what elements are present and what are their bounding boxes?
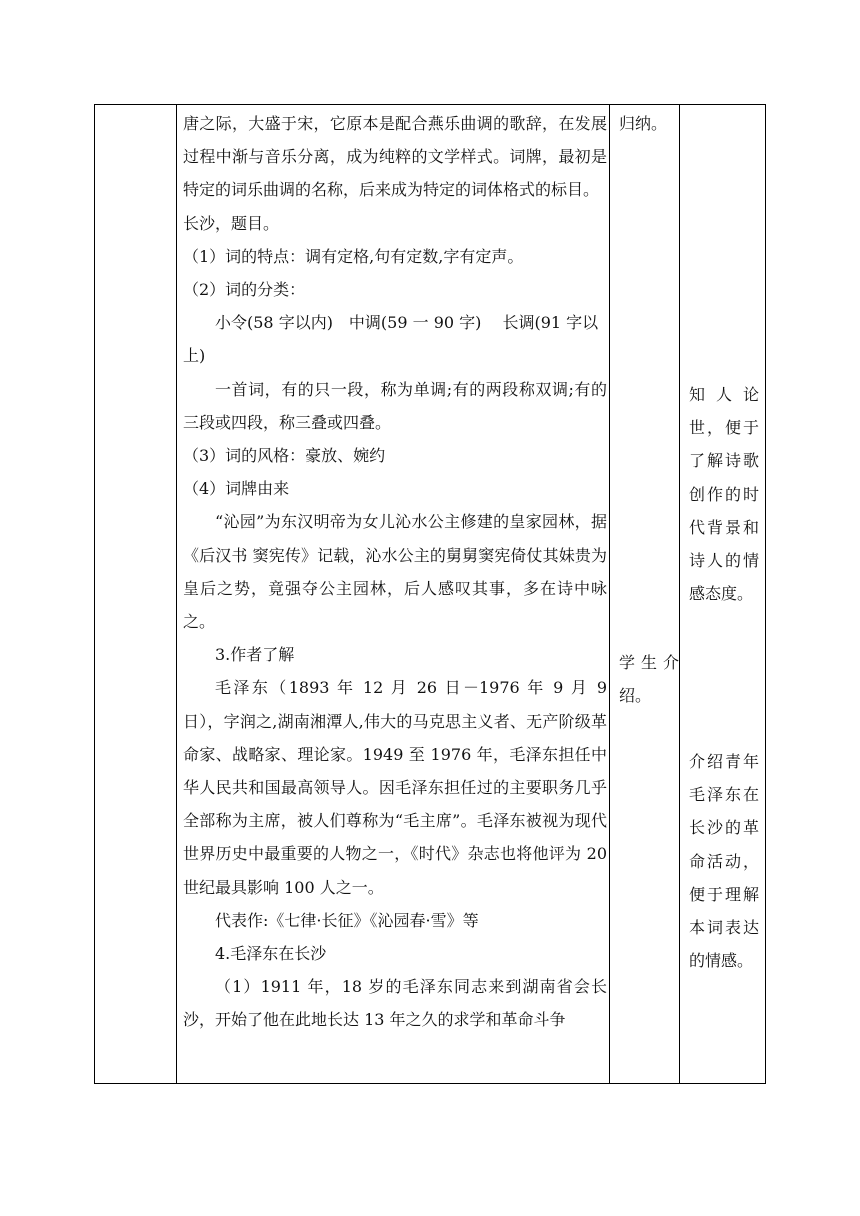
design-intent-background: 知人论世，便于了解诗歌创作的时代背景和诗人的情感态度。 [689,385,759,604]
paragraph-style: （3）词的风格：豪放、婉约 [183,446,386,466]
paragraph-qinyuan: “沁园”为东汉明帝为女儿沁水公主修建的皇家园林，据《后汉书 窦宪传》记载，沁水公主的舅舅窦宪倚仗其妹贵为皇后之势，竟强夺公主园林，后人感叹其事，多在诗中咏之。 [183,512,607,632]
paragraph-features: （1）词的特点：调有定格,句有定数,字有定声。 [183,246,524,266]
heading-author: 3.作者了解 [215,645,295,665]
heading-changsha: 4.毛泽东在长沙 [215,944,327,964]
paragraph-classification: （2）词的分类： [183,280,306,300]
paragraph-cipai: （4）词牌由来 [183,479,290,499]
paragraph-changsha: （1）1911 年，18 岁的毛泽东同志来到湖南省会长沙，开始了他在此地长达 13 年之久的求学和革命斗争 [183,977,607,1030]
column-divider [609,105,610,1083]
column-divider [176,105,177,1083]
paragraph-title: 长沙，题目。 [183,213,280,233]
paragraph-sections: 一首词，有的只一段，称为单调;有的两段称双调;有的三段或四段，称三叠或四叠。 [183,379,607,432]
paragraph-author: 毛泽东（1893 年 12 月 26 日－1976 年 9 月 9 日），字润之,湖南湘潭人,伟大的马克思主义者、无产阶级革命家、战略家、理论家。1949 至 1976 年，毛泽东担任中华人民共和国最高领导人。因毛泽东担任过的主要职务几乎全部称为主席，被人们尊称为“毛主席”。毛泽东被视为现代世界历史中最重要的人物之一，《时代》杂志也将他评为 20 世纪最具影响 100 人之一。 [183,678,607,897]
paragraph-lengths: 小令(58 字以内) 中调(59 一 90 字) 长调(91 字以上) [183,313,599,366]
design-intent-activities: 介绍青年毛泽东在长沙的革命活动，便于理解本词表达的情感。 [689,752,759,971]
paragraph-works: 代表作:《七律·长征》《沁园春·雪》等 [215,910,479,930]
lesson-table [94,104,766,1084]
column-divider [679,105,680,1083]
paragraph-ci-origin: 唐之际，大盛于宋，它原本是配合燕乐曲调的歌辞，在发展过程中渐与音乐分离，成为纯粹的文学样式。词牌，最初是特定的词乐曲调的名称，后来成为特定的词体格式的标目。 [183,114,607,200]
student-activity-introduce: 学生介绍。 [619,653,679,706]
content-column [183,107,607,1037]
student-activity-summarize: 归纳。 [619,114,668,133]
